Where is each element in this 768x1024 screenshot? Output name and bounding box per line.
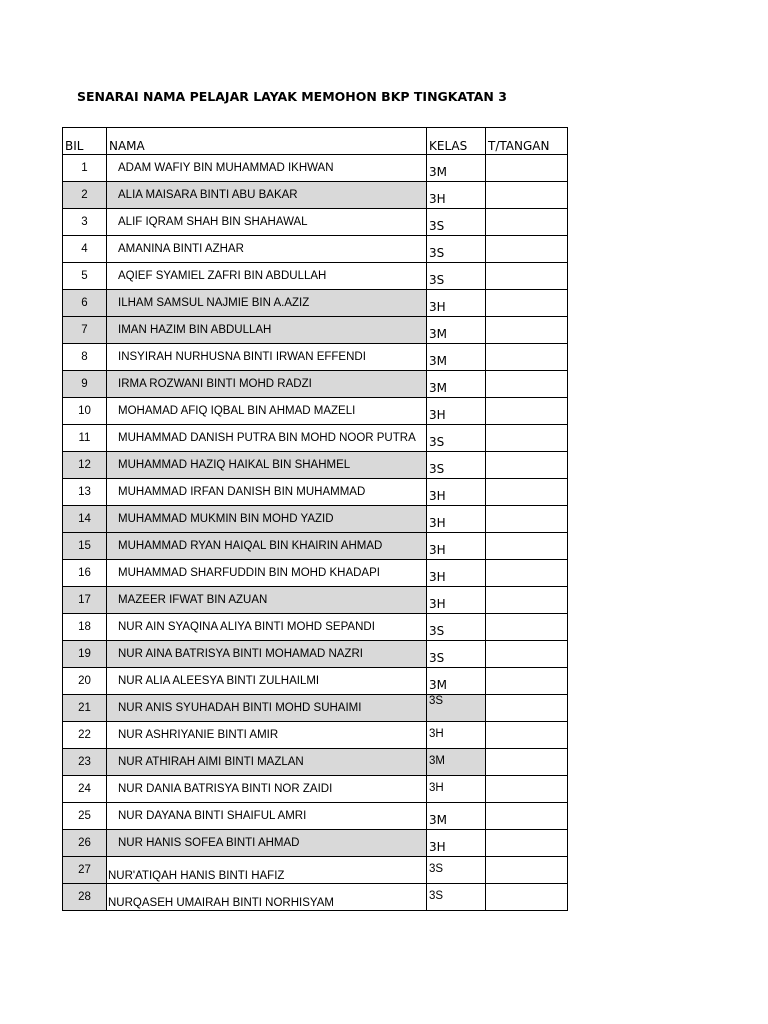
table-row xyxy=(63,830,568,857)
table-row xyxy=(63,290,568,317)
row-signature-cell[interactable] xyxy=(486,695,568,722)
row-signature-cell[interactable] xyxy=(486,155,568,182)
row-kelas: 3H xyxy=(427,830,486,857)
row-bil: 24 xyxy=(63,776,107,803)
row-kelas: 3H xyxy=(427,479,486,506)
row-bil: 18 xyxy=(63,614,107,641)
row-signature-cell[interactable] xyxy=(486,614,568,641)
row-bil: 28 xyxy=(63,884,107,911)
row-nama: NUR ATHIRAH AIMI BINTI MAZLAN xyxy=(107,749,427,776)
row-signature-cell[interactable] xyxy=(486,506,568,533)
row-signature-cell[interactable] xyxy=(486,317,568,344)
row-kelas: 3M xyxy=(427,668,486,695)
table-row xyxy=(63,506,568,533)
row-signature-cell[interactable] xyxy=(486,749,568,776)
row-nama: NUR AIN SYAQINA ALIYA BINTI MOHD SEPANDI xyxy=(107,614,427,641)
row-signature-cell[interactable] xyxy=(486,452,568,479)
header-tandatangan: T/TANGAN xyxy=(486,128,568,155)
row-signature-cell[interactable] xyxy=(486,263,568,290)
row-signature-cell[interactable] xyxy=(486,776,568,803)
row-nama: ADAM WAFIY BIN MUHAMMAD IKHWAN xyxy=(107,155,427,182)
row-kelas: 3H xyxy=(427,560,486,587)
table-row xyxy=(63,857,568,884)
row-bil: 7 xyxy=(63,317,107,344)
row-bil: 3 xyxy=(63,209,107,236)
table-row xyxy=(63,641,568,668)
row-nama: AQIEF SYAMIEL ZAFRI BIN ABDULLAH xyxy=(107,263,427,290)
row-kelas: 3M xyxy=(427,803,486,830)
row-kelas: 3S xyxy=(427,614,486,641)
row-bil: 10 xyxy=(63,398,107,425)
row-nama: AMANINA BINTI AZHAR xyxy=(107,236,427,263)
row-bil: 13 xyxy=(63,479,107,506)
row-bil: 19 xyxy=(63,641,107,668)
row-nama: MAZEER IFWAT BIN AZUAN xyxy=(107,587,427,614)
table-row xyxy=(63,209,568,236)
row-nama: NUR ASHRIYANIE BINTI AMIR xyxy=(107,722,427,749)
table-row xyxy=(63,695,568,722)
row-signature-cell[interactable] xyxy=(486,560,568,587)
row-bil: 15 xyxy=(63,533,107,560)
table-row xyxy=(63,479,568,506)
row-signature-cell[interactable] xyxy=(486,236,568,263)
table-row xyxy=(63,425,568,452)
row-nama: IMAN HAZIM BIN ABDULLAH xyxy=(107,317,427,344)
table-row xyxy=(63,884,568,911)
table-row xyxy=(63,668,568,695)
row-signature-cell[interactable] xyxy=(486,479,568,506)
row-nama: ALIA MAISARA BINTI ABU BAKAR xyxy=(107,182,427,209)
table-row xyxy=(63,398,568,425)
header-kelas: KELAS xyxy=(427,128,486,155)
row-signature-cell[interactable] xyxy=(486,884,568,911)
row-kelas: 3S xyxy=(427,425,486,452)
row-signature-cell[interactable] xyxy=(486,533,568,560)
row-nama: MUHAMMAD DANISH PUTRA BIN MOHD NOOR PUTRA xyxy=(107,425,427,452)
row-signature-cell[interactable] xyxy=(486,290,568,317)
row-signature-cell[interactable] xyxy=(486,668,568,695)
row-nama: MUHAMMAD IRFAN DANISH BIN MUHAMMAD xyxy=(107,479,427,506)
row-nama: NUR DANIA BATRISYA BINTI NOR ZAIDI xyxy=(107,776,427,803)
row-nama: MUHAMMAD HAZIQ HAIKAL BIN SHAHMEL xyxy=(107,452,427,479)
row-bil: 2 xyxy=(63,182,107,209)
row-kelas: 3S xyxy=(427,857,486,884)
table-row xyxy=(63,614,568,641)
row-nama: NUR AINA BATRISYA BINTI MOHAMAD NAZRI xyxy=(107,641,427,668)
row-kelas: 3H xyxy=(427,776,486,803)
row-signature-cell[interactable] xyxy=(486,587,568,614)
table-row xyxy=(63,155,568,182)
row-signature-cell[interactable] xyxy=(486,803,568,830)
row-kelas: 3S xyxy=(427,641,486,668)
row-signature-cell[interactable] xyxy=(486,344,568,371)
row-kelas: 3M xyxy=(427,317,486,344)
row-nama: NUR ANIS SYUHADAH BINTI MOHD SUHAIMI xyxy=(107,695,427,722)
table-header-row xyxy=(63,128,568,155)
row-signature-cell[interactable] xyxy=(486,182,568,209)
table-row xyxy=(63,587,568,614)
row-kelas: 3H xyxy=(427,587,486,614)
row-bil: 8 xyxy=(63,344,107,371)
row-bil: 16 xyxy=(63,560,107,587)
row-kelas: 3H xyxy=(427,533,486,560)
row-signature-cell[interactable] xyxy=(486,425,568,452)
row-bil: 14 xyxy=(63,506,107,533)
header-bil: BIL xyxy=(63,128,107,155)
row-signature-cell[interactable] xyxy=(486,830,568,857)
row-nama: MUHAMMAD SHARFUDDIN BIN MOHD KHADAPI xyxy=(107,560,427,587)
row-nama: INSYIRAH NURHUSNA BINTI IRWAN EFFENDI xyxy=(107,344,427,371)
row-signature-cell[interactable] xyxy=(486,722,568,749)
row-nama: NUR DAYANA BINTI SHAIFUL AMRI xyxy=(107,803,427,830)
row-signature-cell[interactable] xyxy=(486,857,568,884)
row-bil: 11 xyxy=(63,425,107,452)
table-row xyxy=(63,452,568,479)
row-bil: 5 xyxy=(63,263,107,290)
table-row xyxy=(63,776,568,803)
row-nama: MOHAMAD AFIQ IQBAL BIN AHMAD MAZELI xyxy=(107,398,427,425)
row-kelas: 3M xyxy=(427,155,486,182)
table-row xyxy=(63,371,568,398)
row-kelas: 3H xyxy=(427,506,486,533)
row-bil: 20 xyxy=(63,668,107,695)
row-kelas: 3S xyxy=(427,236,486,263)
row-kelas: 3S xyxy=(427,452,486,479)
row-nama: MUHAMMAD RYAN HAIQAL BIN KHAIRIN AHMAD xyxy=(107,533,427,560)
table-row xyxy=(63,236,568,263)
table-row xyxy=(63,344,568,371)
row-kelas: 3S xyxy=(427,209,486,236)
row-kelas: 3S xyxy=(427,263,486,290)
row-bil: 12 xyxy=(63,452,107,479)
row-bil: 17 xyxy=(63,587,107,614)
row-nama: MUHAMMAD MUKMIN BIN MOHD YAZID xyxy=(107,506,427,533)
row-kelas: 3H xyxy=(427,398,486,425)
row-nama: NURQASEH UMAIRAH BINTI NORHISYAM xyxy=(107,884,427,911)
table-row xyxy=(63,560,568,587)
row-bil: 1 xyxy=(63,155,107,182)
row-kelas: 3H xyxy=(427,182,486,209)
row-kelas: 3H xyxy=(427,290,486,317)
table-row xyxy=(63,803,568,830)
table-row xyxy=(63,263,568,290)
row-nama: NUR'ATIQAH HANIS BINTI HAFIZ xyxy=(107,857,427,884)
row-kelas: 3S xyxy=(427,884,486,911)
row-bil: 4 xyxy=(63,236,107,263)
table-row xyxy=(63,533,568,560)
row-signature-cell[interactable] xyxy=(486,371,568,398)
row-bil: 25 xyxy=(63,803,107,830)
row-signature-cell[interactable] xyxy=(486,641,568,668)
table-row xyxy=(63,722,568,749)
row-kelas: 3M xyxy=(427,344,486,371)
row-nama: ILHAM SAMSUL NAJMIE BIN A.AZIZ xyxy=(107,290,427,317)
document-title: SENARAI NAMA PELAJAR LAYAK MEMOHON BKP TINGKATAN 3 xyxy=(77,89,507,104)
row-nama: NUR ALIA ALEESYA BINTI ZULHAILMI xyxy=(107,668,427,695)
row-bil: 27 xyxy=(63,857,107,884)
table-row xyxy=(63,749,568,776)
header-nama: NAMA xyxy=(107,128,427,155)
row-bil: 22 xyxy=(63,722,107,749)
row-bil: 6 xyxy=(63,290,107,317)
row-kelas: 3S xyxy=(427,695,486,722)
row-bil: 23 xyxy=(63,749,107,776)
row-nama: ALIF IQRAM SHAH BIN SHAHAWAL xyxy=(107,209,427,236)
row-kelas: 3M xyxy=(427,371,486,398)
student-table xyxy=(62,127,568,911)
row-bil: 9 xyxy=(63,371,107,398)
row-bil: 26 xyxy=(63,830,107,857)
row-signature-cell[interactable] xyxy=(486,209,568,236)
row-signature-cell[interactable] xyxy=(486,398,568,425)
row-bil: 21 xyxy=(63,695,107,722)
row-kelas: 3H xyxy=(427,722,486,749)
table-row xyxy=(63,182,568,209)
row-nama: IRMA ROZWANI BINTI MOHD RADZI xyxy=(107,371,427,398)
row-nama: NUR HANIS SOFEA BINTI AHMAD xyxy=(107,830,427,857)
row-kelas: 3M xyxy=(427,749,486,776)
table-row xyxy=(63,317,568,344)
